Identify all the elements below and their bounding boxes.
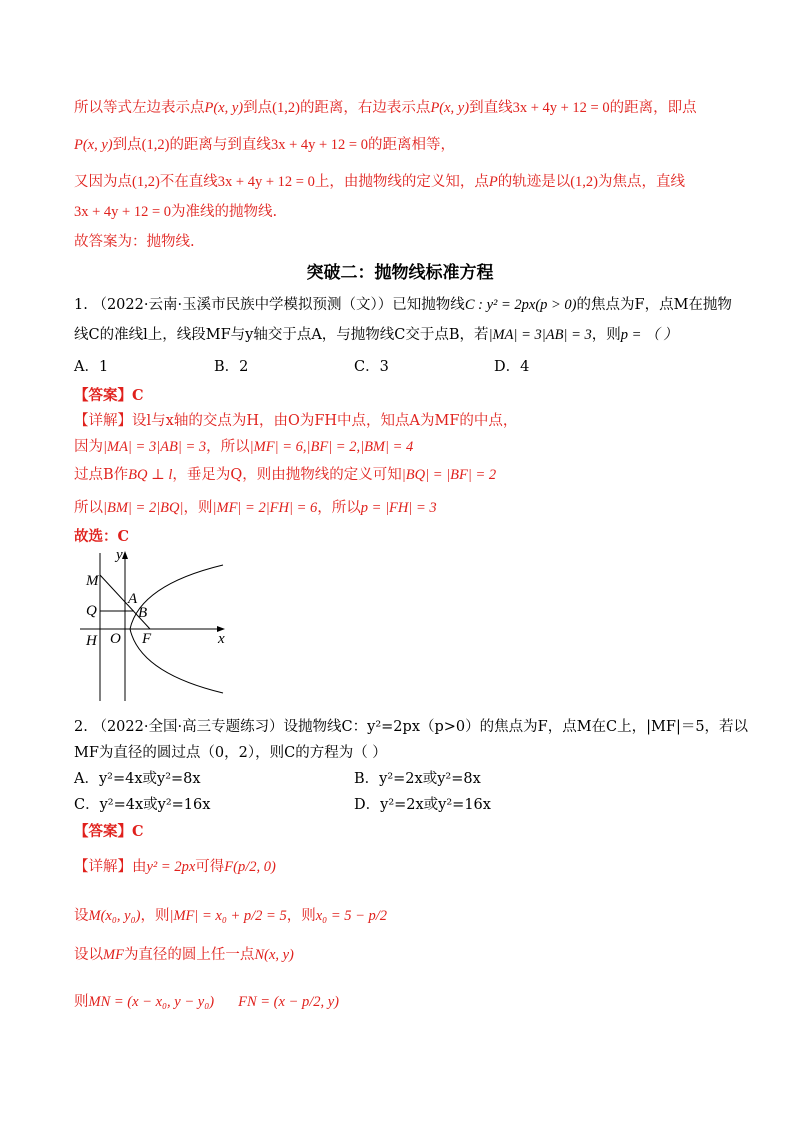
q1-option-b: B．2 <box>214 359 249 375</box>
math: MF <box>103 947 124 963</box>
label-a: A <box>128 591 138 607</box>
label-x: x <box>218 631 225 647</box>
q1-option-d: D．4 <box>494 359 530 375</box>
math: x₀ = 5 − p/2 <box>315 908 388 924</box>
text: 的距离相等， <box>367 137 455 153</box>
q1-answer: 【答案】C <box>74 387 144 404</box>
label-o: O <box>110 631 121 647</box>
text: 的焦点为F，点M在抛物 <box>576 297 732 313</box>
math: (1,2) <box>570 174 598 190</box>
math: |BQ| = |BF| = 2 <box>401 467 497 483</box>
label-y: y <box>116 547 123 563</box>
text: 到点 <box>243 100 273 116</box>
q2-option-d: D．y²=2x或y²=16x <box>354 797 491 813</box>
math: P <box>488 174 498 190</box>
math: M(x₀, y₀) <box>88 908 141 924</box>
text: ，则 <box>140 908 170 924</box>
text: 的距离，即点 <box>609 100 697 116</box>
text: 因为 <box>74 439 103 455</box>
label-b: B <box>138 605 148 621</box>
text: 1. （2022·云南·玉溪市民族中学模拟预测（文））已知抛物线 <box>74 297 465 313</box>
math: 3x + 4y + 12 = 0 <box>217 174 315 190</box>
math: FN = (x − p/2, y) <box>238 994 339 1010</box>
text: 线C的准线l上，线段MF与y轴交于点A，与抛物线C交于点B，若 <box>74 327 489 343</box>
math: |BM| = 2|BQ| <box>103 500 184 516</box>
text: 为焦点，直线 <box>598 174 685 190</box>
explanation-line-4 <box>74 200 740 221</box>
q1-stem-line-1 <box>74 293 740 314</box>
explanation-line-5 <box>74 230 740 251</box>
label-f: F <box>142 631 152 647</box>
q2-option-b: B．y²=2x或y²=8x <box>354 771 481 787</box>
q1-stem-line-2 <box>74 323 740 344</box>
q1-option-c: C．3 <box>354 359 389 375</box>
math: p = |FH| = 3 <box>360 500 437 516</box>
text: 所以 <box>74 500 103 516</box>
text: 的轨迹是以 <box>497 174 571 190</box>
math: P(x, y) <box>74 137 113 153</box>
math: (1,2) <box>141 137 170 153</box>
math: |MF| = 2|FH| = 6 <box>212 500 318 516</box>
text: 为直径的圆上任一点 <box>123 947 255 963</box>
text: ，则 <box>286 908 316 924</box>
math: |MF| = x₀ + p/2 = 5 <box>169 908 287 924</box>
text: 所以等式左边表示点 <box>74 100 205 116</box>
explanation-line-3 <box>74 170 740 191</box>
math: |MF| = 6,|BF| = 2,|BM| = 4 <box>249 439 414 455</box>
q2-detail-line-4 <box>74 990 740 1011</box>
explanation-line-2 <box>74 133 740 154</box>
math: F(p/2, 0) <box>224 859 276 875</box>
text: 到直线 <box>469 100 513 116</box>
parabola-figure <box>80 545 240 705</box>
q2-option-a: A．y²=4x或y²=8x <box>74 771 201 787</box>
math: P(x, y) <box>430 100 470 116</box>
text: 上，由抛物线的定义知，点 <box>314 174 489 190</box>
q1-detail-line-1 <box>74 409 740 430</box>
text: 到点 <box>112 137 142 153</box>
math: |MA| = 3|AB| = 3 <box>103 439 207 455</box>
text: 则 <box>74 994 89 1010</box>
label-q: Q <box>86 603 97 619</box>
math: (1,2) <box>132 174 160 190</box>
text: ，所以 <box>317 500 361 516</box>
text: 设以 <box>74 947 103 963</box>
text: 过点B作 <box>74 467 129 483</box>
text: 设 <box>74 908 89 924</box>
math: p = （ ） <box>620 327 678 343</box>
text: 为准线的抛物线. <box>171 204 278 220</box>
q1-choose: 故选：C <box>74 528 130 545</box>
text: 又因为点 <box>74 174 132 190</box>
text: ，则 <box>591 327 621 343</box>
q2-stem-line-1 <box>74 715 749 736</box>
section-heading: 突破二：抛物线标准方程 <box>306 263 494 283</box>
y-axis-arrow <box>122 551 128 559</box>
q2-detail-line-1 <box>74 855 740 876</box>
math: P(x, y) <box>204 100 244 116</box>
text: ，垂足为Q，则由抛物线的定义可知 <box>172 467 402 483</box>
text: 2. （2022·全国·高三专题练习）设抛物线C：y²=2px（p>0）的焦点为F，点M在C上，|MF|＝5，若以 <box>74 719 749 735</box>
label-m: M <box>86 573 99 589</box>
text: MF为直径的圆过点（0，2），则C的方程为（ ） <box>74 745 387 761</box>
math: C : y² = 2px(p > 0) <box>464 297 577 313</box>
math: N(x, y) <box>254 947 294 963</box>
text: 【详解】由 <box>74 859 147 875</box>
text: ，所以 <box>206 439 250 455</box>
q1-detail-line-3 <box>74 463 740 484</box>
label-h: H <box>86 633 97 649</box>
q2-answer: 【答案】C <box>74 823 144 840</box>
q2-detail-line-3 <box>74 943 740 964</box>
math: |MA| = 3|AB| = 3 <box>488 327 592 343</box>
text: ，则 <box>183 500 213 516</box>
text: 不在直线 <box>159 174 218 190</box>
math: y² = 2px <box>146 859 196 875</box>
math: (1,2) <box>272 100 300 116</box>
q2-option-c: C．y²=4x或y²=16x <box>74 797 211 813</box>
q1-detail-line-2 <box>74 435 740 456</box>
math: BQ ⊥ l <box>128 467 173 483</box>
text: 故答案为：抛物线. <box>74 234 195 250</box>
math: 3x + 4y + 12 = 0 <box>512 100 610 116</box>
text: 可得 <box>195 859 225 875</box>
q2-stem-line-2 <box>74 741 740 762</box>
text: 的距离与到直线 <box>169 137 271 153</box>
explanation-line-1 <box>74 96 740 117</box>
q2-detail-line-2 <box>74 904 740 925</box>
math: 3x + 4y + 12 = 0 <box>270 137 368 153</box>
text: 的距离，右边表示点 <box>299 100 431 116</box>
math: 3x + 4y + 12 = 0 <box>74 204 172 220</box>
text: 【详解】设l与x轴的交点为H，由O为FH中点，知点A为MF的中点， <box>74 413 518 429</box>
math: MN = (x − x₀, y − y₀) <box>88 994 215 1010</box>
q1-detail-line-4 <box>74 496 740 517</box>
q1-option-a: A．1 <box>74 359 109 375</box>
